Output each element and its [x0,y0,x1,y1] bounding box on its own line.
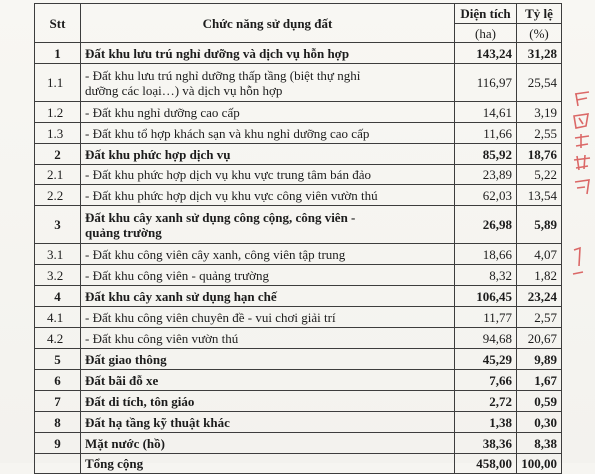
row-stt: 2 [35,144,81,165]
row-stt: 2.1 [35,165,81,185]
row-ratio: 2,55 [517,123,562,144]
row-area: 106,45 [455,286,517,307]
table-row [35,412,562,433]
stamp-mark-icon [571,90,593,280]
table-row [35,185,562,206]
table-header-row [35,4,562,24]
row-name: Đất hạ tầng kỹ thuật khác [81,412,455,433]
row-ratio: 1,82 [517,265,562,286]
row-stt: 3.1 [35,244,81,265]
row-ratio: 4,07 [517,244,562,265]
row-stt: 5 [35,349,81,370]
row-area: 62,03 [455,185,517,206]
row-area: 23,89 [455,165,517,185]
table-row [35,165,562,185]
table-row [35,43,562,64]
row-area: 94,68 [455,328,517,349]
table-row [35,265,562,286]
land-use-table [34,3,562,474]
row-area: 116,97 [455,64,517,102]
row-name-line: - Đất khu lưu trú nghỉ dưỡng thấp tầng (biệt thự nghỉ [85,67,361,83]
row-area: 38,36 [455,433,517,454]
row-name-line: Đất khu cây xanh sử dụng công cộng, công viên - [85,209,356,225]
row-ratio: 1,67 [517,370,562,391]
row-stt: 3 [35,206,81,244]
row-name: - Đất khu tổ hợp khách sạn và khu nghỉ dưỡng cao cấp [81,123,455,144]
row-area: 11,77 [455,307,517,328]
row-ratio: 0,59 [517,391,562,412]
row-stt: 1.3 [35,123,81,144]
table-row [35,328,562,349]
row-ratio: 13,54 [517,185,562,206]
row-name: - Đất khu công viên - quảng trường [81,265,455,286]
row-stt: 9 [35,433,81,454]
row-ratio: 5,89 [517,206,562,244]
total-ratio: 100,00 [517,454,562,474]
row-name: - Đất khu phức hợp dịch vụ khu vực trung tâm bán đảo [81,165,455,185]
row-name: - Đất khu công viên chuyên đề - vui chơi giải trí [81,307,455,328]
row-stt: 6 [35,370,81,391]
row-name: Đất khu cây xanh sử dụng hạn chế [81,286,455,307]
row-ratio: 23,24 [517,286,562,307]
row-stt: 1.2 [35,102,81,123]
row-name-line: quảng trường [85,224,162,240]
row-name: Mặt nước (hồ) [81,433,455,454]
row-stt: 4 [35,286,81,307]
total-stt-empty [35,454,81,474]
row-name-line: dưỡng các loại…) và dịch vụ hỗn hợp [85,82,283,98]
row-name: Đất di tích, tôn giáo [81,391,455,412]
total-area: 458,00 [455,454,517,474]
table-row [35,370,562,391]
row-stt: 4.1 [35,307,81,328]
row-name: - Đất khu công viên cây xanh, công viên tập trung [81,244,455,265]
row-ratio: 9,89 [517,349,562,370]
total-row [35,454,562,474]
row-name [81,64,455,102]
row-stt: 1.1 [35,64,81,102]
row-area: 85,92 [455,144,517,165]
row-name: Đất khu phức hợp dịch vụ [81,144,455,165]
table-row [35,307,562,328]
row-ratio: 25,54 [517,64,562,102]
header-ratio-unit: (%) [517,24,562,43]
row-ratio: 0,30 [517,412,562,433]
table-row [35,349,562,370]
row-area: 2,72 [455,391,517,412]
row-ratio: 18,76 [517,144,562,165]
row-ratio: 8,38 [517,433,562,454]
row-name [81,206,455,244]
row-ratio: 3,19 [517,102,562,123]
header-function: Chức năng sử dụng đất [81,4,455,43]
row-area: 11,66 [455,123,517,144]
table-row [35,433,562,454]
table-row [35,144,562,165]
header-stt: Stt [35,4,81,43]
row-name: Đất giao thông [81,349,455,370]
total-label: Tổng cộng [81,454,455,474]
row-name: - Đất khu phức hợp dịch vụ khu vực công viên vườn thú [81,185,455,206]
row-area: 26,98 [455,206,517,244]
table-row [35,64,562,102]
row-ratio: 20,67 [517,328,562,349]
row-name: Đất bãi đỗ xe [81,370,455,391]
table-row [35,206,562,244]
row-area: 18,66 [455,244,517,265]
row-name: Đất khu lưu trú nghỉ dưỡng và dịch vụ hỗn hợp [81,43,455,64]
row-area: 143,24 [455,43,517,64]
table-row [35,286,562,307]
row-stt: 3.2 [35,265,81,286]
header-area-unit: (ha) [455,24,517,43]
row-stt: 4.2 [35,328,81,349]
table-row [35,102,562,123]
row-area: 7,66 [455,370,517,391]
row-ratio: 31,28 [517,43,562,64]
header-ratio: Tỷ lệ [517,4,562,24]
row-ratio: 2,57 [517,307,562,328]
row-ratio: 5,22 [517,165,562,185]
table-row [35,391,562,412]
row-area: 1,38 [455,412,517,433]
table-row [35,123,562,144]
header-area: Diện tích [455,4,517,24]
row-stt: 8 [35,412,81,433]
row-area: 45,29 [455,349,517,370]
row-stt: 1 [35,43,81,64]
row-area: 8,32 [455,265,517,286]
table-row [35,244,562,265]
row-name: - Đất khu công viên vườn thú [81,328,455,349]
row-stt: 2.2 [35,185,81,206]
row-stt: 7 [35,391,81,412]
row-name: - Đất khu nghỉ dưỡng cao cấp [81,102,455,123]
row-area: 14,61 [455,102,517,123]
